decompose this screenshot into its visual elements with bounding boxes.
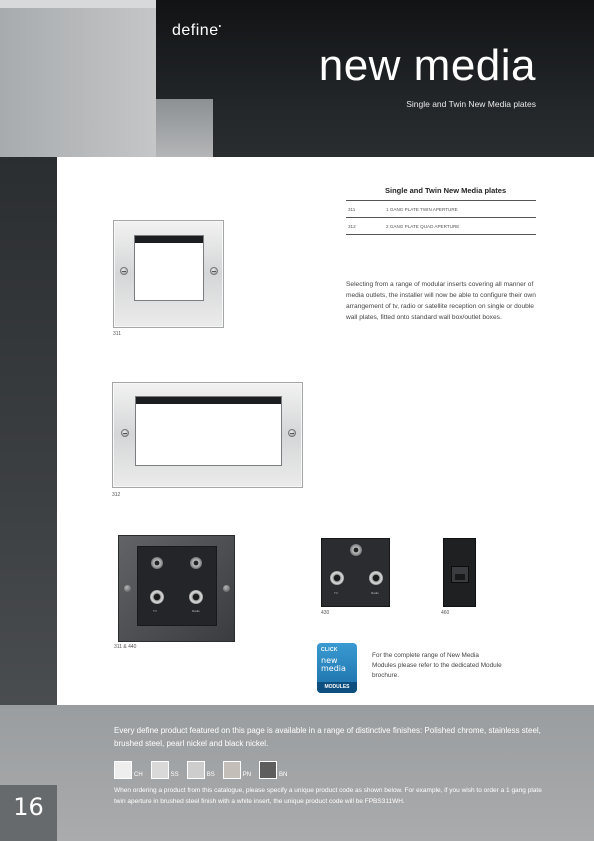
coax-socket-icon bbox=[150, 590, 164, 604]
swatch-item bbox=[114, 761, 143, 779]
module-460-caption: 460 bbox=[441, 610, 450, 616]
swatch-label: BN bbox=[279, 772, 288, 778]
ordering-text: When ordering a product from this catalogue, please specify a unique product code as shown below. For example, if you wish to order a 1 gang plate twin aperture in brushed steel finish with a white insert, the unique product code will be FPBS311WH. bbox=[114, 787, 542, 805]
header-grey-block bbox=[0, 0, 156, 157]
table-row bbox=[346, 201, 536, 218]
plate-311-image bbox=[113, 220, 224, 328]
screw-icon bbox=[121, 429, 129, 437]
product-description: Selecting from a range of modular inserts covering all manner of media outlets, the installer will now be able to configure their own arrangement of tv, radio or satellite reception on single or double wall plates, fitted onto standard wall box/outlet boxes. bbox=[346, 281, 536, 321]
module-430-image bbox=[321, 538, 390, 607]
screw-icon bbox=[223, 585, 230, 592]
table-cell-code: 311 bbox=[348, 206, 356, 212]
satellite-socket-icon bbox=[190, 557, 202, 569]
table-cell-description: 1 GANG PLATE TWIN APERTURE bbox=[386, 206, 458, 212]
module-insert bbox=[137, 546, 217, 626]
socket-label: TV bbox=[334, 591, 338, 595]
satellite-socket-icon bbox=[350, 544, 362, 556]
spec-table bbox=[346, 186, 536, 235]
swatch-item bbox=[187, 761, 215, 779]
table-row bbox=[346, 218, 536, 235]
badge-new-media-text: new media bbox=[321, 656, 346, 673]
data-port-icon bbox=[451, 566, 469, 583]
plate-311-caption: 311 bbox=[113, 331, 121, 337]
swatch-item bbox=[151, 761, 179, 779]
badge-click-text: CLICK bbox=[321, 647, 338, 653]
swatch-label: PN bbox=[242, 772, 252, 778]
page-subtitle: Single and Twin New Media plates bbox=[406, 99, 536, 109]
screw-icon bbox=[120, 267, 128, 275]
combo-311-440-image bbox=[118, 535, 235, 642]
module-430-caption: 430 bbox=[321, 610, 330, 616]
socket-label: Radio bbox=[371, 591, 379, 595]
swatch-color bbox=[223, 761, 241, 779]
module-460-image bbox=[443, 538, 476, 607]
finish-swatches bbox=[114, 759, 295, 779]
plate-aperture bbox=[135, 396, 282, 466]
coax-socket-icon bbox=[369, 571, 383, 585]
screw-icon bbox=[124, 585, 131, 592]
swatch-color bbox=[114, 761, 132, 779]
header-light-strip bbox=[0, 0, 156, 8]
header-grey-square bbox=[156, 99, 213, 157]
aperture-insert bbox=[135, 236, 203, 243]
swatch-label: SS bbox=[170, 772, 179, 778]
range-note: For the complete range of New Media Modules please refer to the dedicated Module brochure. bbox=[372, 652, 502, 679]
table-cell-code: 312 bbox=[348, 223, 356, 229]
page-title: new media bbox=[318, 41, 536, 90]
left-dark-band bbox=[0, 157, 57, 705]
combo-caption: 311 & 440 bbox=[114, 644, 137, 650]
coax-socket-icon bbox=[330, 571, 344, 585]
satellite-socket-icon bbox=[151, 557, 163, 569]
finishes-text: Every define product featured on this page is available in a range of distinctive finishes: Polished chrome, stainless steel, brushed steel, pearl nickel and black nickel. bbox=[114, 726, 541, 748]
socket-label: TV bbox=[153, 609, 157, 613]
plate-312-image bbox=[112, 382, 303, 488]
aperture-insert bbox=[136, 397, 281, 404]
swatch-color bbox=[151, 761, 169, 779]
table-cell-description: 2 GANG PLATE QUAD APERTURE bbox=[386, 223, 460, 229]
click-modules-logo bbox=[317, 643, 357, 693]
plate-aperture bbox=[134, 235, 204, 301]
swatch-label: BS bbox=[206, 772, 215, 778]
swatch-item bbox=[259, 761, 287, 779]
swatch-item bbox=[223, 761, 251, 779]
coax-socket-icon bbox=[189, 590, 203, 604]
badge-modules-text: MODULES bbox=[317, 682, 357, 693]
brand-logo: define• bbox=[172, 22, 222, 39]
page-number: 16 bbox=[13, 793, 44, 821]
plate-312-caption: 312 bbox=[112, 492, 121, 498]
screw-icon bbox=[210, 267, 218, 275]
socket-label: Radio bbox=[192, 609, 200, 613]
spec-table-heading: Single and Twin New Media plates bbox=[346, 186, 536, 201]
swatch-color bbox=[187, 761, 205, 779]
swatch-color bbox=[259, 761, 277, 779]
swatch-label: CH bbox=[134, 772, 143, 778]
screw-icon bbox=[288, 429, 296, 437]
